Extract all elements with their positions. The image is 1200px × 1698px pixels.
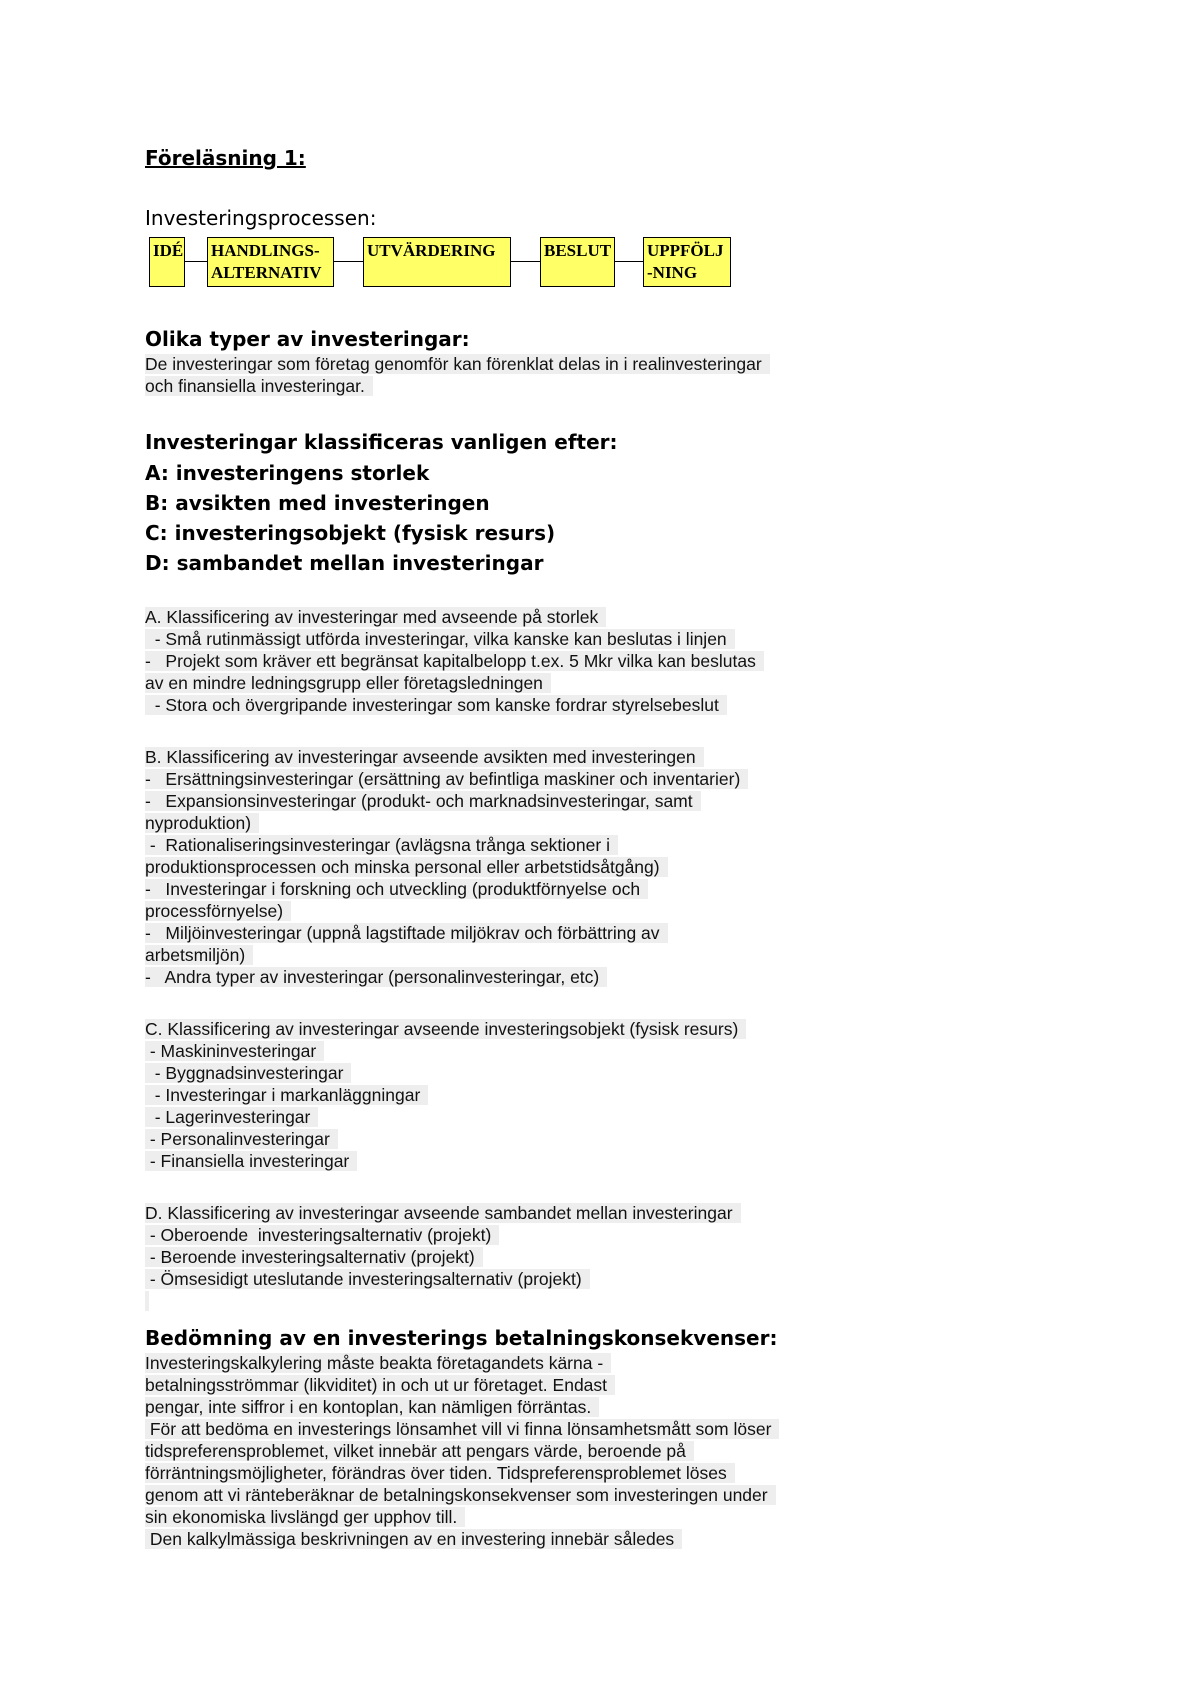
types-paragraph — [145, 353, 770, 397]
process-step-ide: IDÉ — [149, 237, 185, 287]
text-line: arbetsmiljön) — [145, 944, 748, 966]
process-step-utvardering: UTVÄRDERING — [363, 237, 511, 287]
text-line: tidspreferensproblemet, vilket innebär att pengars värde, beroende på — [145, 1440, 779, 1462]
text-line: - Byggnadsinvesteringar — [145, 1062, 746, 1084]
text-line: Den kalkylmässiga beskrivningen av en investering innebär således — [145, 1528, 779, 1550]
classification-item: D: sambandet mellan investeringar — [145, 551, 544, 575]
section-c — [145, 1018, 746, 1172]
text-line: De investeringar som företag genomför kan förenklat delas in i realinvesteringar — [145, 353, 770, 375]
classification-item: A: investeringens storlek — [145, 461, 430, 485]
classification-heading: Investeringar klassificeras vanligen efter: — [145, 430, 618, 454]
payment-heading: Bedömning av en investerings betalningskonsekvenser: — [145, 1326, 778, 1350]
process-step-beslut: BESLUT — [540, 237, 615, 287]
text-line: För att bedöma en investerings lönsamhet vill vi finna lönsamhetsmått som löser — [145, 1418, 779, 1440]
section-a — [145, 606, 764, 716]
text-line: genom att vi ränteberäknar de betalningskonsekvenser som investeringen under — [145, 1484, 779, 1506]
text-line: - Investeringar i forskning och utveckling (produktförnyelse och — [145, 878, 748, 900]
section-b — [145, 746, 748, 988]
types-heading: Olika typer av investeringar: — [145, 327, 470, 351]
text-line: processförnyelse) — [145, 900, 748, 922]
text-line: - Oberoende investeringsalternativ (projekt) — [145, 1224, 741, 1246]
text-line: Investeringskalkylering måste beakta företagandets kärna - — [145, 1352, 779, 1374]
text-line: - Stora och övergripande investeringar som kanske fordrar styrelsebeslut — [145, 694, 764, 716]
text-line: - Beroende investeringsalternativ (projekt) — [145, 1246, 741, 1268]
text-line: D. Klassificering av investeringar avseende sambandet mellan investeringar — [145, 1202, 741, 1224]
text-line: C. Klassificering av investeringar avseende investeringsobjekt (fysisk resurs) — [145, 1018, 746, 1040]
text-line: - Ömsesidigt uteslutande investeringsalternativ (projekt) — [145, 1268, 741, 1290]
text-line: - Projekt som kräver ett begränsat kapitalbelopp t.ex. 5 Mkr vilka kan beslutas — [145, 650, 764, 672]
connector-line — [615, 261, 643, 262]
payment-paragraph — [145, 1352, 779, 1550]
text-line: nyproduktion) — [145, 812, 748, 834]
text-line: - Finansiella investeringar — [145, 1150, 746, 1172]
empty-line — [145, 1290, 741, 1312]
connector-line — [185, 261, 207, 262]
text-line: B. Klassificering av investeringar avseende avsikten med investeringen — [145, 746, 748, 768]
text-line: förräntningsmöjligheter, förändras över tiden. Tidspreferensproblemet löses — [145, 1462, 779, 1484]
text-line: - Expansionsinvesteringar (produkt- och marknadsinvesteringar, samt — [145, 790, 748, 812]
connector-line — [511, 261, 540, 262]
classification-list — [145, 458, 555, 578]
text-line: av en mindre ledningsgrupp eller företagsledningen — [145, 672, 764, 694]
text-line: - Maskininvesteringar — [145, 1040, 746, 1062]
text-line: - Miljöinvesteringar (uppnå lagstiftade miljökrav och förbättring av — [145, 922, 748, 944]
text-line: - Små rutinmässigt utförda investeringar, vilka kanske kan beslutas i linjen — [145, 628, 764, 650]
text-line: pengar, inte siffror i en kontoplan, kan nämligen förräntas. — [145, 1396, 779, 1418]
classification-item: C: investeringsobjekt (fysisk resurs) — [145, 521, 556, 545]
text-line: - Lagerinvesteringar — [145, 1106, 746, 1128]
process-heading: Investeringsprocessen: — [145, 206, 377, 230]
classification-item: B: avsikten med investeringen — [145, 491, 490, 515]
text-line: - Andra typer av investeringar (personalinvesteringar, etc) — [145, 966, 748, 988]
text-line: A. Klassificering av investeringar med avseende på storlek — [145, 606, 764, 628]
text-line: - Ersättningsinvesteringar (ersättning av befintliga maskiner och inventarier) — [145, 768, 748, 790]
text-line: betalningsströmmar (likviditet) in och ut ur företaget. Endast — [145, 1374, 779, 1396]
text-line: - Rationaliseringsinvesteringar (avlägsna trånga sektioner i — [145, 834, 748, 856]
connector-line — [334, 261, 363, 262]
text-line: - Personalinvesteringar — [145, 1128, 746, 1150]
text-line: produktionsprocessen och minska personal eller arbetstidsåtgång) — [145, 856, 748, 878]
text-line: sin ekonomiska livslängd ger upphov till. — [145, 1506, 779, 1528]
section-d — [145, 1202, 741, 1312]
text-line: - Investeringar i markanläggningar — [145, 1084, 746, 1106]
process-step-handlingsalternativ: HANDLINGS- ALTERNATIV — [207, 237, 334, 287]
text-line: och finansiella investeringar. — [145, 375, 770, 397]
process-step-uppfoljning: UPPFÖLJ -NING — [643, 237, 731, 287]
investment-process-diagram — [149, 233, 741, 291]
page-title: Föreläsning 1: — [145, 146, 306, 170]
